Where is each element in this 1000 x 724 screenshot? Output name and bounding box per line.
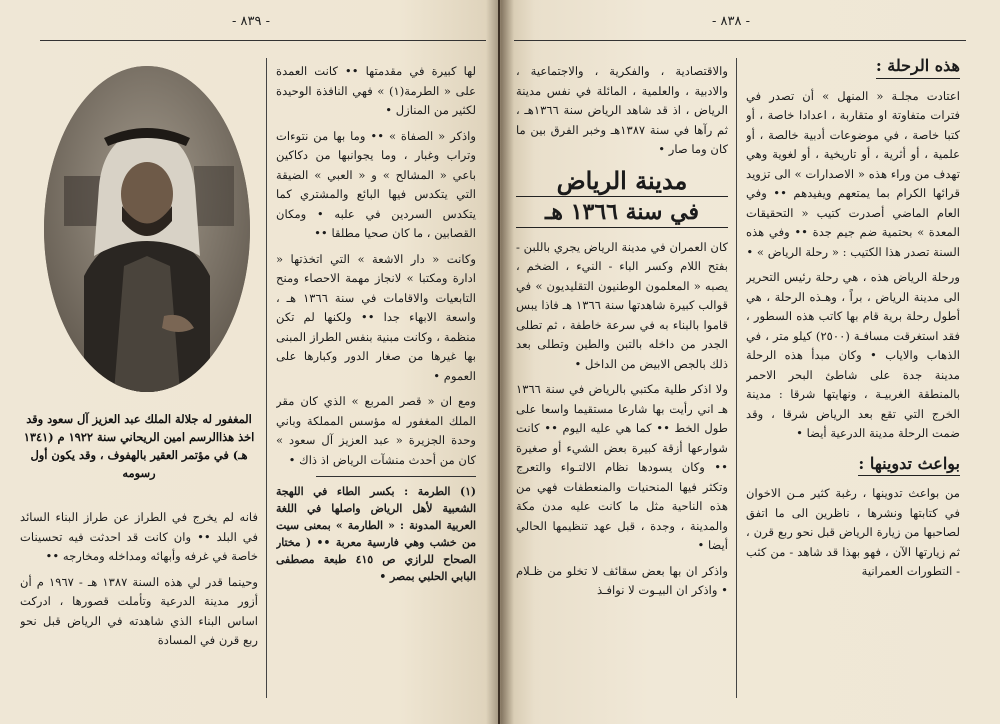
right-column-first (746, 52, 960, 724)
paragraph: فانه لم يخرج في الطراز عن طراز البناء السائد في البلد •• وان كانت قد احدثت فيه تحسينات خاصة في غرفه وأبهائه ومداخله ومخارجه •• (20, 510, 258, 563)
book-gutter (486, 0, 514, 724)
column-divider (266, 58, 267, 698)
section-title: هذه الرحلة : (876, 56, 960, 79)
paragraph: ولا اذكر طلية مكتبي بالرياض في سنة ١٣٦٦ هـ اني رأيت بها شارعا مستقيما واسعا على طول الخط •• كما هي عليه اليوم •• كانت شوارعها أزقة كبيرة بعض الشيء أو صغيرة •• وكان يسودها نظام الالتـواء والتعرج وتكثر فيها المنحنيات والمنعطفات فهي من هذه الناحية مثل ما كانت عليه مدن مكة والمدينة ، وجدة ، قبل عهد تنظيمها الحالي أيضا • (516, 382, 728, 552)
right-page (500, 0, 1000, 724)
portrait-photo (44, 66, 250, 392)
footnote: (١) الطرمة : بكسر الطاء في اللهجة الشعبية لأهل الرياض واصلها في اللغة العربية المدونة : « الطارمة » بمعنى سيت من خشب وهي فارسية معربة •• ( مختار الصحاح للرازي ص ٤١٥ طبعة مصطفى البابي الحلبي بمصر • (276, 485, 476, 583)
paragraph: وحينما قدر لي هذه السنة ١٣٨٧ هـ - ١٩٦٧ م أن أزور مدينة الدرعية وتأملت قصورها ، ادركت اساس البناء الذي شاهدته في الرياض قبل نحو ربع قرن في المسادة (20, 574, 258, 647)
section-title: بواعث تدوينها : (858, 454, 960, 477)
paragraph: لها كبيرة في مقدمتها •• كانت العمدة على « الطرمة(١) » فهي النافذة الوحيدة لكثير من المنازل • (276, 64, 476, 117)
photo-caption: المغفور له جلالة الملك عبد العزيز آل سعود وقد اخذ هذاالرسم امين الريحاني سنة ١٩٢٢ م (١٣٤١ هـ) في مؤتمر العقير بالهفوف ، وقد يكون أول رسومه (23, 412, 255, 480)
footnote-rule (316, 476, 476, 477)
column-divider (736, 58, 737, 698)
paragraph: كان العمران في مدينة الرياض يجري باللبن - بفتح اللام وكسر الباء - النيء ، الضخم ، يصبه « المعلمون الوطنيون التقليديون » في قوالب كبيرة شاهدتها سنة ١٣٦٦ هـ فاذا يبس قاموا بالبناء به في سرعة خاطفة ، ثم تطلى الجدر من داخله بالتبن والطين وتطلى بعد ذلك بالجص الابيض من الداخل • (516, 239, 728, 371)
left-page (0, 0, 498, 724)
header-rule (514, 40, 966, 41)
paragraph: من بواعث تدوينها ، رغبة كثير مـن الاخوان في كتابتها ونشرها ، ناظرين الى ما اتفق لصاحبها من زيارة الرياض قبل نحو ربع قرن ، ثم زيارتها الآن ، فهو بهذا قد شاهد - من كثب - التطورات العمرانية (746, 486, 960, 578)
section-subheading: في سنة ١٣٦٦ هـ (516, 196, 728, 228)
paragraph: اعتادت مجلـة « المنهل » أن تصدر في فترات متفاوتة او متقاربة ، اعدادا خاصة ، أو كتبا خاصة ، في موضوعات أدبية خالصة ، أو علمية ، أو أثرية ، أو تاريخية ، أو لغوية وهي تهدف من وراء هذه « الاصدارات » الى تزويد قرائها الكرام بما يمتعهم ويفيدهم •• وفي العام الماضي أصدرت كتيب « التحقيقات المعدة » بحتمية ضم جيم جدة •• وفي هذه السنة تصدر هذا الكتيب : « رحلة الرياض » • (746, 88, 960, 259)
page-number: - ٨٣٩ - (232, 14, 271, 29)
paragraph: وكانت « دار الاشعة » التي اتخذتها « ادارة ومكتبا » لانجاز مهمة الاحصاء ومنح التابعيات والاقامات في سنة ١٣٦٦ هـ ، واسعة الابهاء جدا •• ولكنها لم تكن منظمة ، وكانت مبنية بنفس الطراز المبنى بها غيرها من صغار الدور وكبارها على العموم • (276, 251, 476, 383)
paragraph: واذكر « الصفاة » •• وما بها من نتوءات وتراب وغبار ، وما يجوانبها من دكاكين باعي « المشالح » و « العبي » الضيقة التي يتكدس فيها البائع والمشتري كما يتكدس السردين في علبه • ومكان القصابين ، ما كان صحيا مطلقا •• (276, 128, 476, 240)
paragraph: والاقتصادية ، والفكرية ، والاجتماعية ، والادبية ، والعلمية ، المائلة في نفس مدينة الرياض ، اذ قد شاهد الرياض سنة ١٣٦٦هـ ، ثم رآها في سنة ١٣٨٧هـ وخبر الفرق بين ما كان وما صار • (516, 64, 728, 156)
section-heading: مدينة الرياض (556, 165, 688, 195)
paragraph: ومع ان « قصر المربع » الذي كان مقر الملك المغفور له مؤسس المملكة وباني وحدة الجزيرة « عبد العزيز آل سعود » كان من أحدث منشآت الرياض اذ ذاك • (276, 394, 476, 467)
left-column-b (20, 508, 258, 724)
paragraph: واذكر ان بها بعض سقائف لا تخلو من ظـلام • واذكر ان البيـوت لا نوافـذ (516, 563, 728, 597)
paragraph: ورحلة الرياض هذه ، هي رحلة رئيس التحرير الى مدينة الرياض ، براً ، وهـذه الرحلة ، هي أطول رحلة برية قام بها كاتب هذه السطور ، فقد استغرقت مسافـة (٢٥٠٠) كيلو متر ، في الذهاب والاياب • وكان مبدأ هذه الرحلة مدينة جدة على شاطئ البحر الاحمر بالمنطقة الغربيـة ، ونهايتها شرقا : مدينة الخرج التي تقع بعد الرياض شرقا ، وقد ضمت الرحلة مدينة الدرعية أيضا • (746, 270, 960, 440)
right-column-middle (516, 62, 728, 724)
header-rule (40, 40, 486, 41)
portrait-figure-icon (44, 66, 250, 392)
page-number: - ٨٣٨ - (712, 14, 751, 29)
left-column-a (276, 62, 476, 724)
